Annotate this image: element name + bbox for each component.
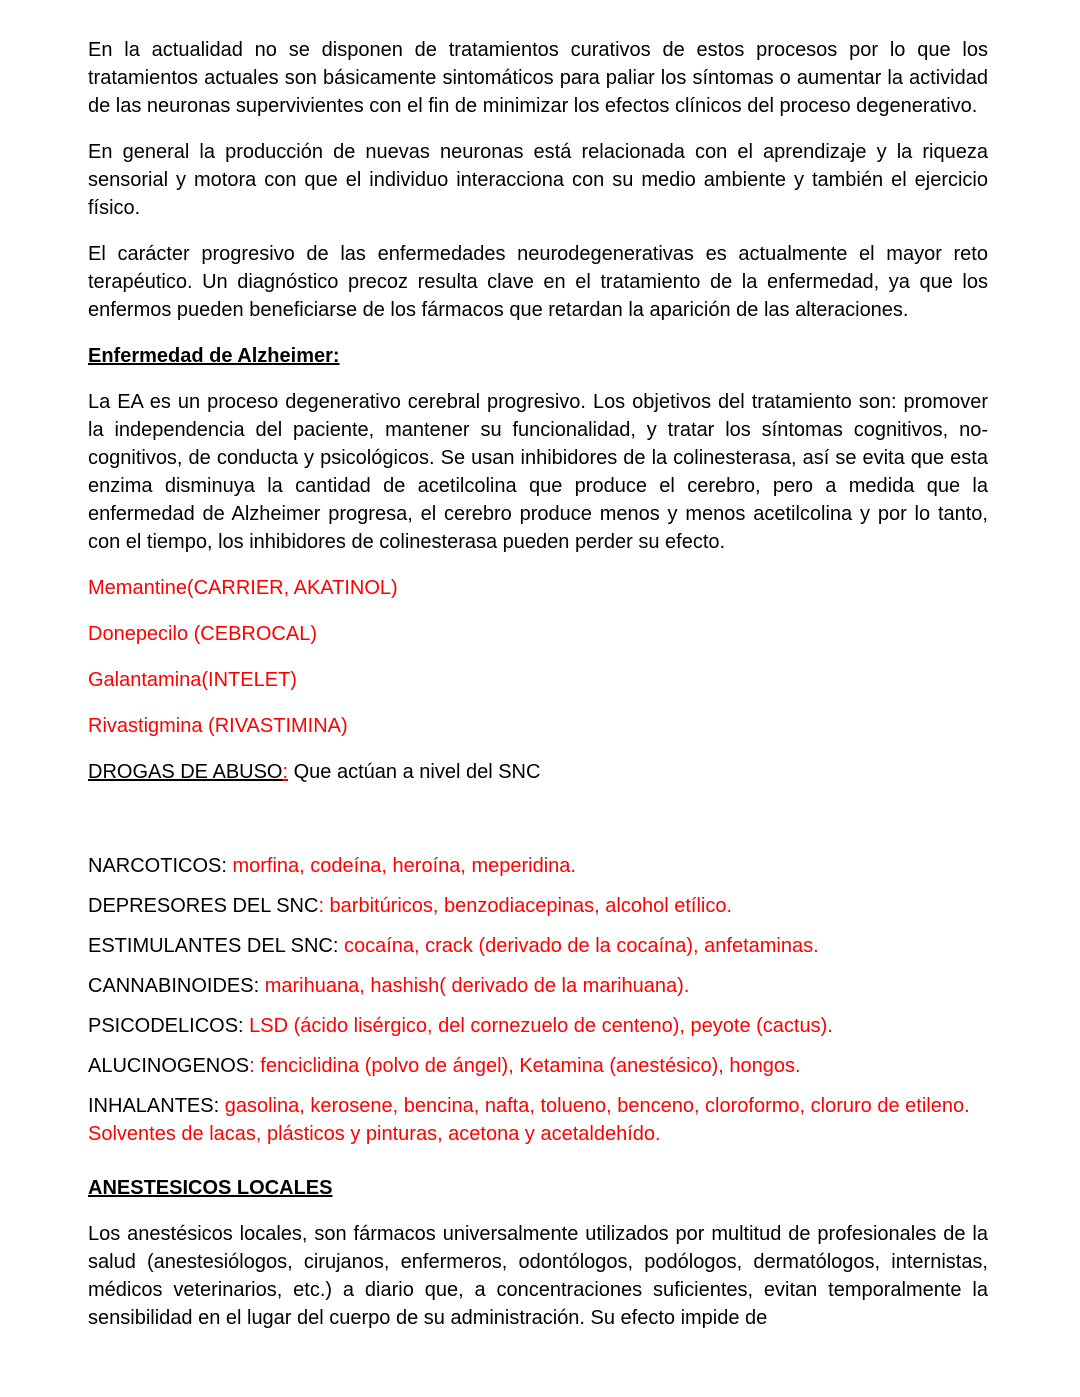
category-items: marihuana, hashish( derivado de la marihuana). <box>264 975 690 997</box>
category-items: gasolina, kerosene, bencina, nafta, tolueno, benceno, cloroformo, cloruro de etileno. Solventes de lacas, plásticos y pinturas, acetona y acetaldehído. <box>88 1095 970 1145</box>
drogas-subtitle: Que actúan a nivel del SNC <box>288 761 541 783</box>
category-label: NARCOTICOS: <box>88 855 233 877</box>
drogas-title: DROGAS DE ABUSO <box>88 761 283 783</box>
category-label: PSICODELICOS: <box>88 1015 250 1037</box>
category-label: ESTIMULANTES DEL SNC: <box>88 935 344 957</box>
paragraph-neurogenesis: En general la producción de nuevas neuronas está relacionada con el aprendizaje y la riqueza sensorial y motora con que el individuo interacciona con su medio ambiente y también el ejercicio físico. <box>88 141 988 219</box>
anestesicos-body: Los anestésicos locales, son fármacos universalmente utilizados por multitud de profesionales de la salud (anestesiólogos, cirujanos, enfermeros, odontólogos, podólogos, dermatólogos, internistas, médicos veterinarios, etc.) a diario que, a concentraciones suficientes, evitan temporalmente la sensibilidad en el lugar del cuerpo de su administración. Su efecto impide de <box>88 1223 988 1329</box>
alzheimer-heading: Enfermedad de Alzheimer: <box>88 345 340 367</box>
drug-rivastigmina: Rivastigmina (RIVASTIMINA) <box>88 715 348 737</box>
anestesicos-heading: ANESTESICOS LOCALES <box>88 1177 333 1199</box>
category-alucinogenos <box>88 1052 988 1080</box>
category-items: LSD (ácido lisérgico, del cornezuelo de centeno), peyote (cactus). <box>249 1015 833 1037</box>
category-depresores <box>88 892 988 920</box>
category-inhalantes <box>88 1092 988 1148</box>
category-psicodelicos <box>88 1012 988 1040</box>
drogas-colon: : <box>282 761 289 783</box>
category-items: morfina, codeína, heroína, meperidina. <box>232 855 576 877</box>
category-cannabinoides <box>88 972 988 1000</box>
drug-donepecilo: Donepecilo (CEBROCAL) <box>88 623 317 645</box>
category-label: INHALANTES: <box>88 1095 225 1117</box>
category-items: : barbitúricos, benzodiacepinas, alcohol etílico. <box>318 895 733 917</box>
category-items: : fenciclidina (polvo de ángel), Ketamina (anestésico), hongos. <box>249 1055 801 1077</box>
paragraph-treatments: En la actualidad no se disponen de tratamientos curativos de estos procesos por lo que los tratamientos actuales son básicamente sintomáticos para paliar los síntomas o aumentar la actividad de las neuronas supervivientes con el fin de minimizar los efectos clínicos del proceso degenerativo. <box>88 39 988 117</box>
category-label: ALUCINOGENOS <box>88 1055 250 1077</box>
alzheimer-body: La EA es un proceso degenerativo cerebral progresivo. Los objetivos del tratamiento son: promover la independencia del paciente, mantener su funcionalidad, y tratar los síntomas cognitivos, no-cognitivos, de conducta y psicológicos. Se usan inhibidores de la colinesterasa, así se evita que esta enzima disminuya la cantidad de acetilcolina que produce el cerebro, pero a medida que la enfermedad de Alzheimer progresa, el cerebro produce menos y menos acetilcolina y por lo tanto, con el tiempo, los inhibidores de colinesterasa pueden perder su efecto. <box>88 391 988 553</box>
category-narcoticos <box>88 852 988 880</box>
category-items: cocaína, crack (derivado de la cocaína), anfetaminas. <box>343 935 819 957</box>
drug-memantine: Memantine(CARRIER, AKATINOL) <box>88 577 398 599</box>
category-label: CANNABINOIDES: <box>88 975 265 997</box>
category-label: DEPRESORES DEL SNC <box>88 895 319 917</box>
category-estimulantes <box>88 932 988 960</box>
drug-galantamina: Galantamina(INTELET) <box>88 669 297 691</box>
drogas-heading <box>88 758 988 786</box>
spacer <box>88 804 988 852</box>
document-page <box>88 36 988 1350</box>
paragraph-progressive: El carácter progresivo de las enfermedades neurodegenerativas es actualmente el mayor reto terapéutico. Un diagnóstico precoz resulta clave en el tratamiento de la enfermedad, ya que los enfermos pueden beneficiarse de los fármacos que retardan la aparición de las alteraciones. <box>88 243 988 321</box>
